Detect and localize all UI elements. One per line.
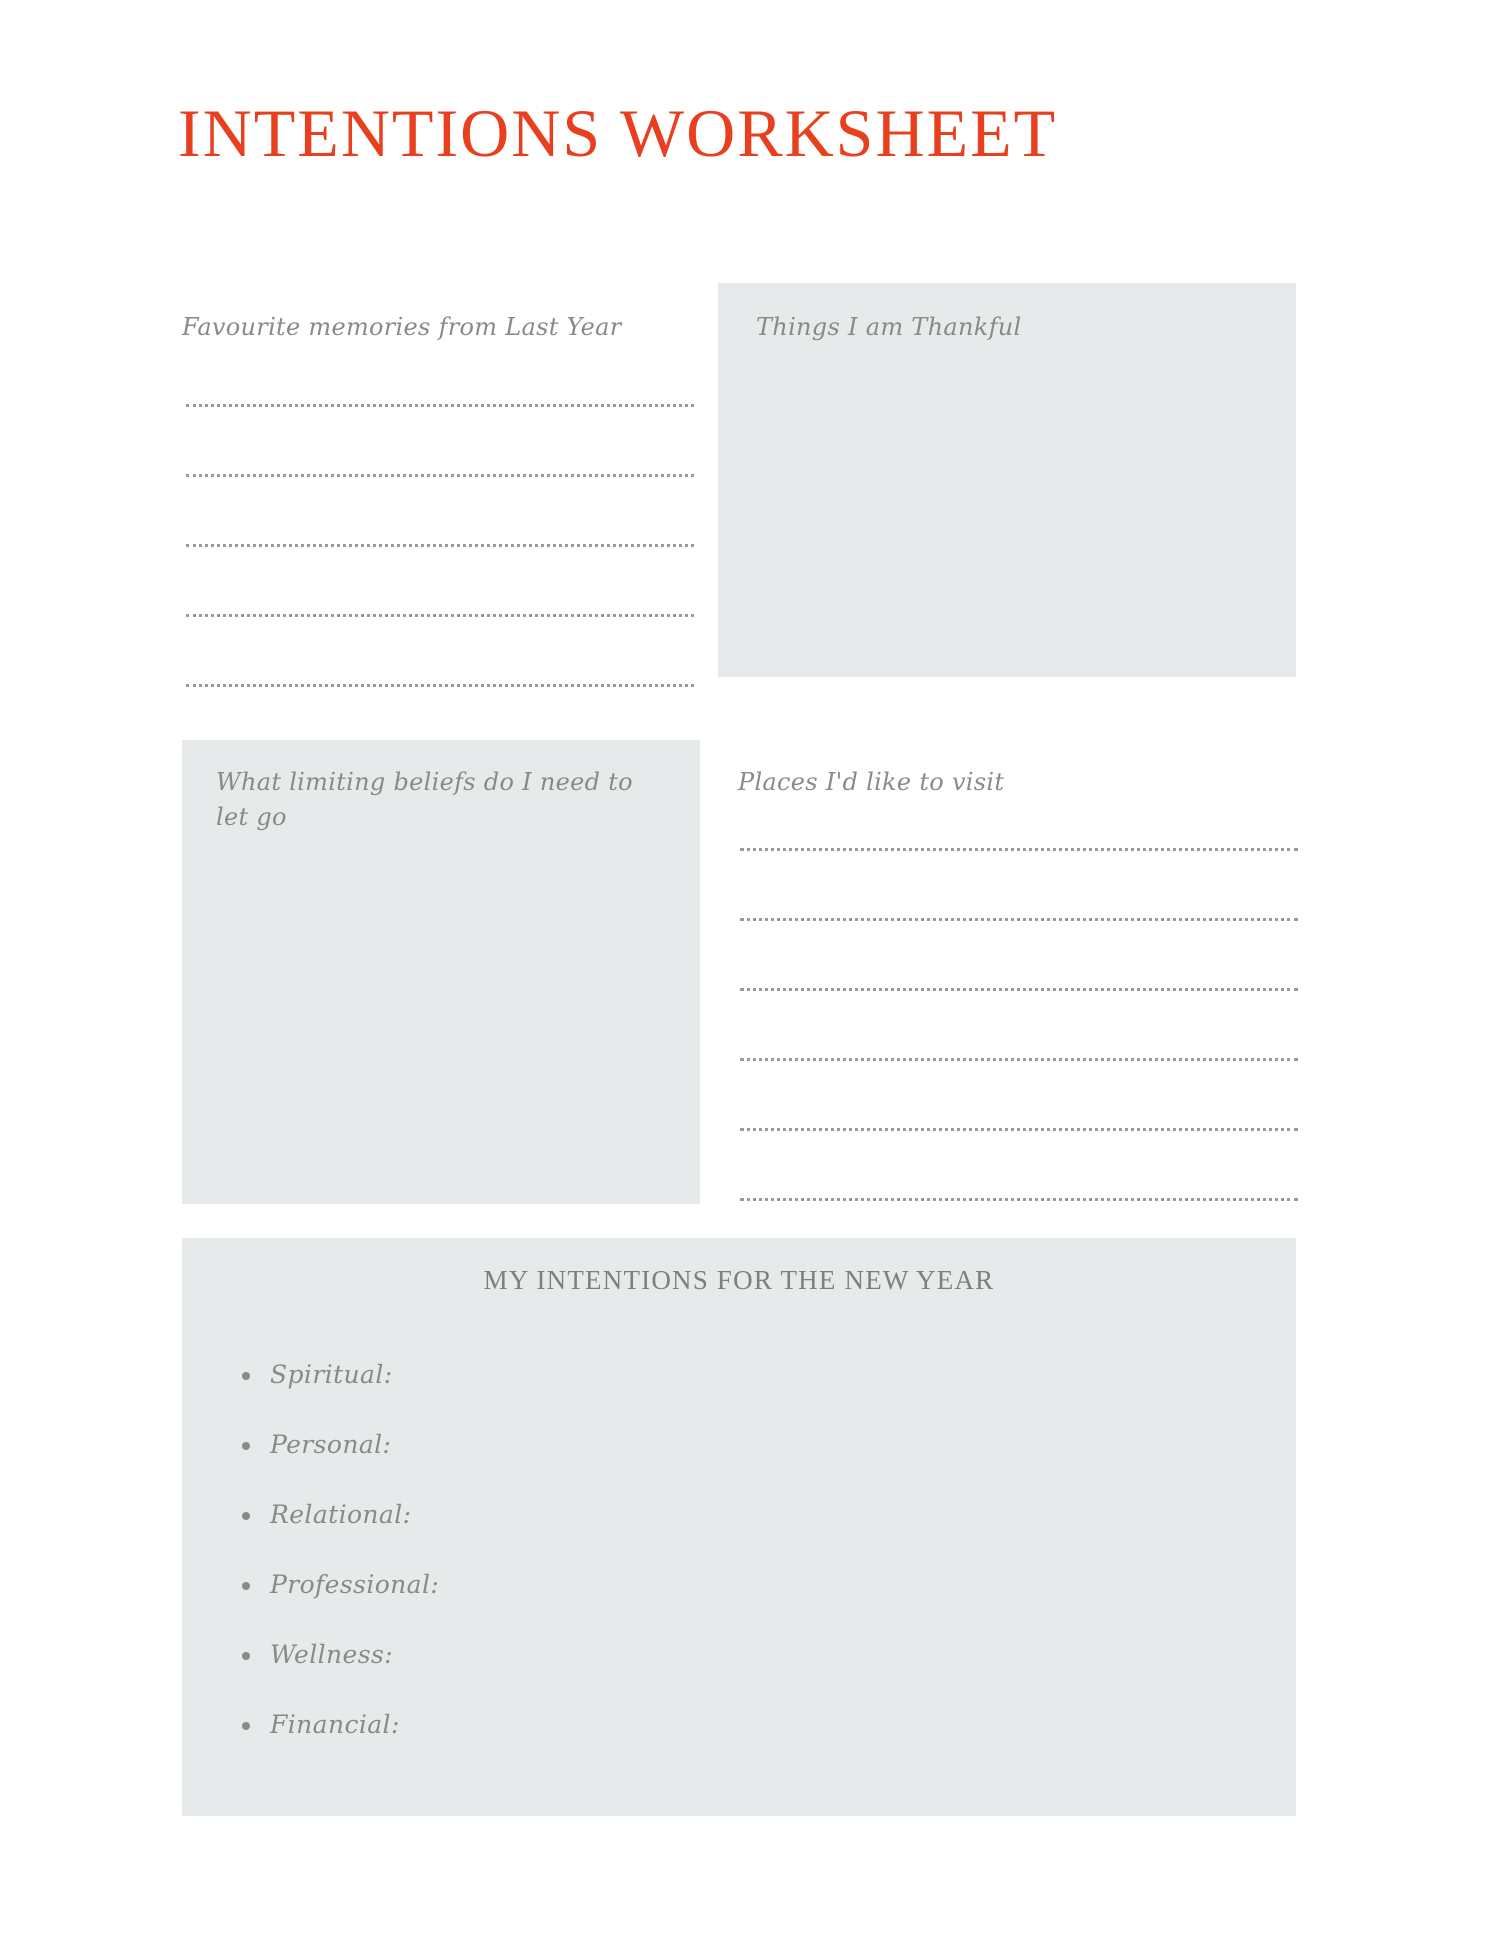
intentions-heading: MY INTENTIONS FOR THE NEW YEAR — [483, 1265, 995, 1295]
places-write-line[interactable] — [740, 1058, 1298, 1061]
list-item[interactable] — [270, 1425, 1170, 1495]
places-write-line[interactable] — [740, 848, 1298, 851]
list-item[interactable] — [270, 1635, 1170, 1705]
memories-write-line[interactable] — [186, 614, 694, 617]
places-label: Places I'd like to visit — [738, 768, 1005, 796]
limiting-beliefs-label: What limiting beliefs do I need to let go — [216, 768, 633, 831]
intentions-list — [230, 1355, 1170, 1775]
memories-write-line[interactable] — [186, 474, 694, 477]
intention-label: Spiritual: — [270, 1360, 393, 1389]
places-write-line[interactable] — [740, 988, 1298, 991]
intention-label: Financial: — [270, 1710, 400, 1739]
intention-label: Personal: — [270, 1430, 392, 1459]
list-item[interactable] — [270, 1565, 1170, 1635]
places-write-line[interactable] — [740, 1198, 1298, 1201]
list-item[interactable] — [270, 1355, 1170, 1425]
places-write-line[interactable] — [740, 1128, 1298, 1131]
memories-write-line[interactable] — [186, 404, 694, 407]
list-item[interactable] — [270, 1705, 1170, 1775]
memories-label: Favourite memories from Last Year — [182, 313, 622, 341]
intention-label: Professional: — [270, 1570, 440, 1599]
intention-label: Relational: — [270, 1500, 412, 1529]
memories-write-line[interactable] — [186, 544, 694, 547]
page-title: INTENTIONS WORKSHEET — [178, 95, 1058, 171]
intention-label: Wellness: — [270, 1640, 394, 1669]
memories-write-line[interactable] — [186, 684, 694, 687]
thankful-label: Things I am Thankful — [756, 313, 1022, 341]
list-item[interactable] — [270, 1495, 1170, 1565]
places-write-line[interactable] — [740, 918, 1298, 921]
